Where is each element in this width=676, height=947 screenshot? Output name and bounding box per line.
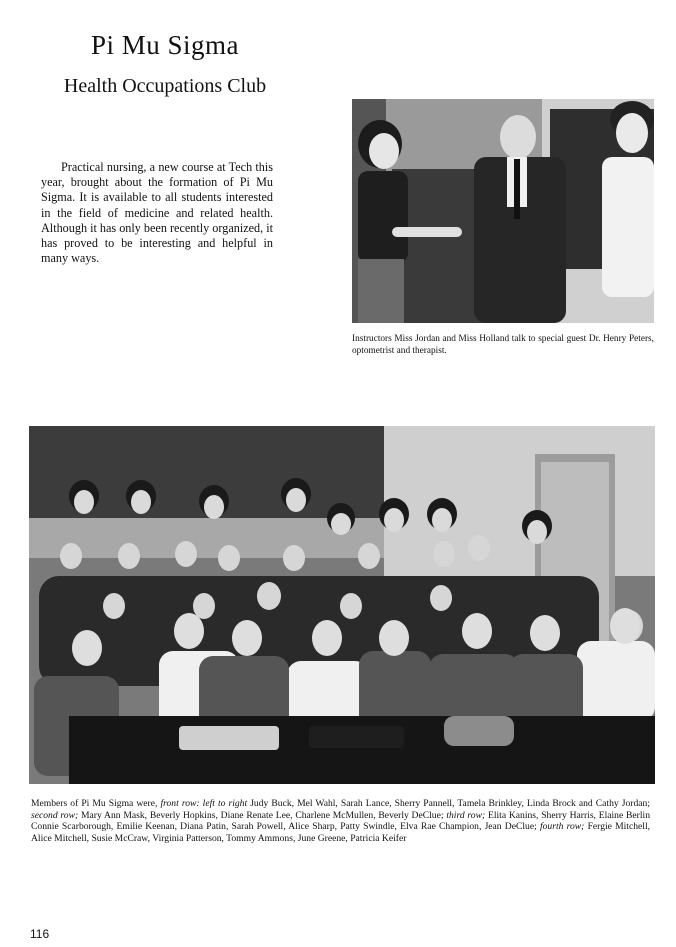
instructors-photo [352,99,654,323]
page-number: 116 [30,927,50,941]
page-title: Pi Mu Sigma [90,30,240,60]
page-subtitle: Health Occupations Club [63,75,267,97]
front-row-label: front row: left to right [160,798,248,809]
third-row-names: Elita Kanins, Sherry Harris, Elaine Berlin Connie Scarborough, Emilie Keenan, Diana Patin, Sarah Powell, Alice Sharp, Patty Swindle, Elva Rae Champion, Jean DeClue; [31,809,651,833]
second-row-label: second row; [31,809,79,821]
instructors-caption: Instructors Miss Jordan and Miss Holland talk to special guest Dr. Henry Peters, optometrist and therapist. [352,334,654,356]
intro-paragraph: Practical nursing, a new course at Tech this year, brought about the formation of Pi Mu Sigma. It is available to all students interested in the field of medicine and related health. Although it has only been recently organized, it has proved to be interesting and helpful in many ways. [41,160,273,266]
fourth-row-names: Fergie Mitchell, Alice Mitchell, Susie McCraw, Virginia Patterson, Tommy Ammons, June Greene, Patricia Keifer [31,821,651,844]
group-photo [29,426,655,784]
front-row-names: Judy Buck, Mel Wahl, Sarah Lance, Sherry Pannell, Tamela Brinkley, Linda Brock and Cathy Jordan; [250,798,650,809]
caption-intro: Members of Pi Mu Sigma were, [31,798,158,809]
group-caption [31,798,650,844]
fourth-row-label: fourth row; [539,821,585,833]
third-row-label: third row; [446,809,486,821]
second-row-names: Mary Ann Mask, Beverly Hopkins, Diane Renate Lee, Charlene McMullen, Beverly DeClue; [80,809,444,821]
